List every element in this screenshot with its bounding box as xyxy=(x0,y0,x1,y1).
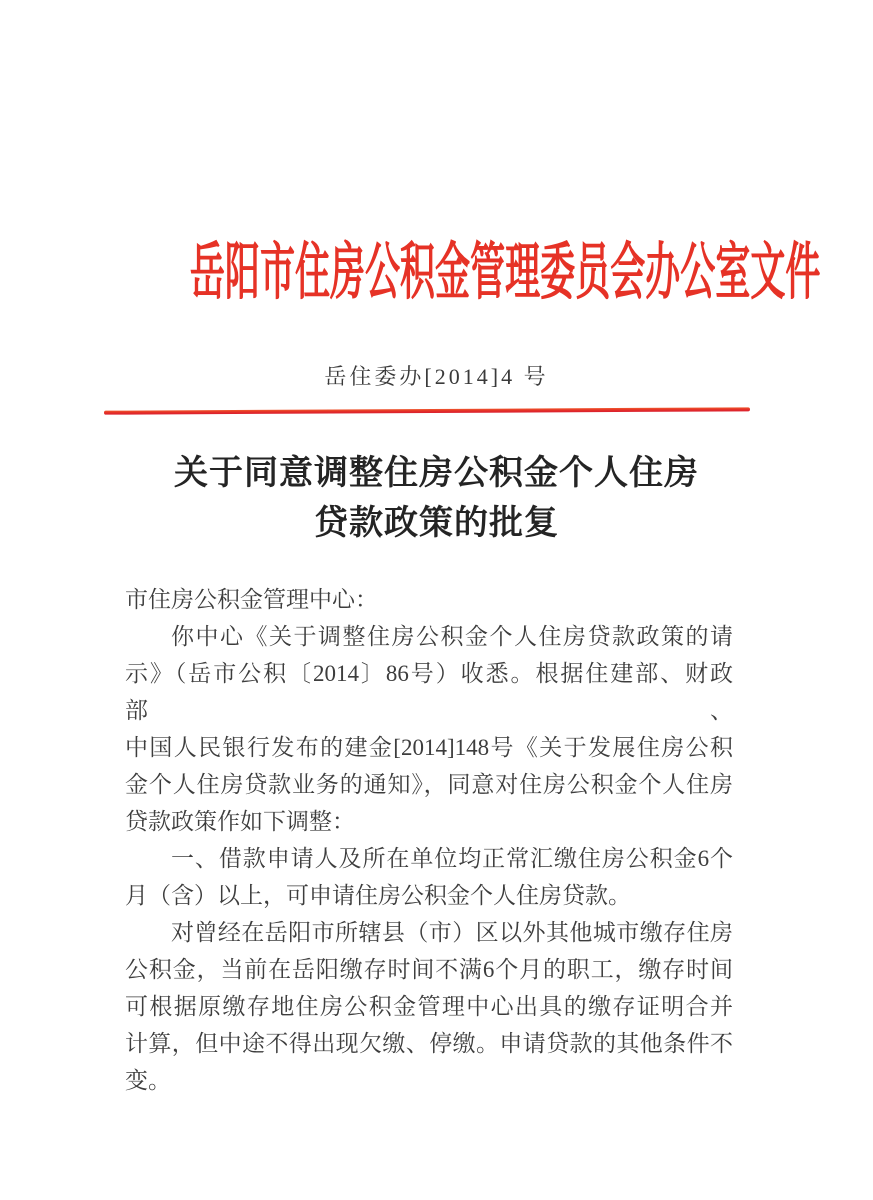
document-number: 岳住委办[2014]4 号 xyxy=(324,364,549,389)
red-divider-line xyxy=(104,407,750,414)
document-title-line1: 关于同意调整住房公积金个人住房 xyxy=(174,455,699,492)
body-line: 贷款政策作如下调整： xyxy=(125,809,355,834)
body-line: 月（含）以上，可申请住房公积金个人住房贷款。 xyxy=(125,883,631,908)
body-line: 公积金，当前在岳阳缴存时间不满6个月的职工，缴存时间 xyxy=(125,957,733,982)
body-line: 可根据原缴存地住房公积金管理中心出具的缴存证明合并 xyxy=(125,994,733,1019)
body-line: 变。 xyxy=(125,1068,171,1093)
body-line: 金个人住房贷款业务的通知》，同意对住房公积金个人住房 xyxy=(125,772,733,797)
body-line: 你中心《关于调整住房公积金个人住房贷款政策的请 xyxy=(171,624,733,649)
body-line: 中国人民银行发布的建金[2014]148号《关于发展住房公积 xyxy=(125,735,733,760)
body-line: 示》（岳市公积〔2014〕86号）收悉。根据住建部、财政部、 xyxy=(125,661,733,723)
document-body xyxy=(125,581,733,1099)
body-line: 对曾经在岳阳市所辖县（市）区以外其他城市缴存住房 xyxy=(171,920,733,945)
body-line-salutation: 市住房公积金管理中心： xyxy=(125,587,378,612)
document-title xyxy=(0,449,873,549)
document-header-title: 岳阳市住房公积金管理委员会办公室文件 xyxy=(189,239,821,307)
body-line: 计算，但中途不得出现欠缴、停缴。申请贷款的其他条件不 xyxy=(125,1031,733,1056)
body-line: 一、借款申请人及所在单位均正常汇缴住房公积金6个 xyxy=(171,846,733,871)
document-title-line2: 贷款政策的批复 xyxy=(314,505,559,542)
